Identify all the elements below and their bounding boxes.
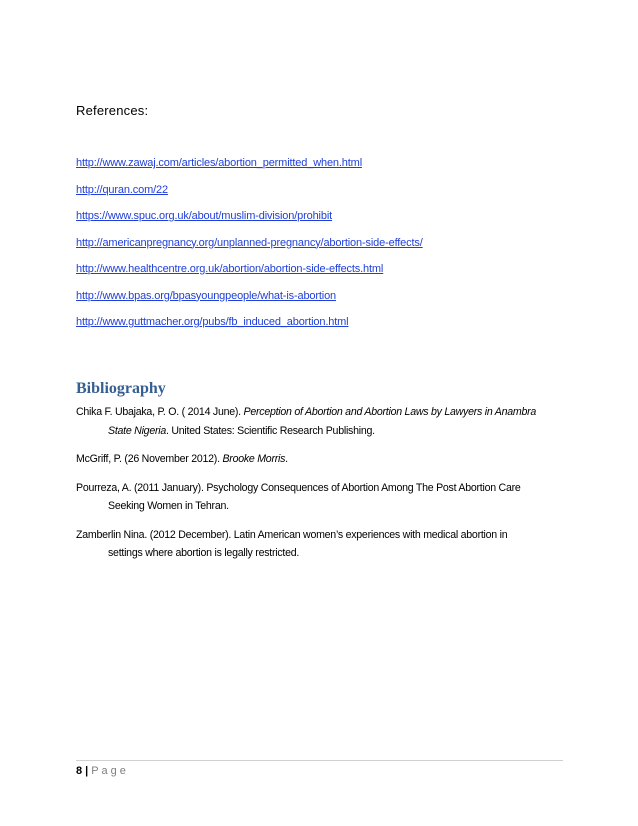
entry-continuation: Seeking Women in Tehran.	[108, 500, 229, 512]
list-item	[76, 154, 423, 181]
footer-separator: |	[85, 765, 89, 777]
reference-link[interactable]: http://www.healthcentre.org.uk/abortion/abortion-side-effects.html	[76, 263, 384, 275]
reference-link[interactable]: http://www.zawaj.com/articles/abortion_permitted_when.html	[76, 157, 362, 169]
list-item	[76, 313, 423, 340]
bibliography-entry	[76, 403, 556, 440]
entry-text: McGriff, P. (26 November 2012).	[76, 453, 223, 465]
entry-text: Chika F. Ubajaka, P. O. ( 2014 June).	[76, 406, 244, 418]
reference-link[interactable]: http://www.guttmacher.org/pubs/fb_induced_abortion.html	[76, 316, 349, 328]
entry-text: .	[285, 453, 288, 465]
entry-continuation	[76, 422, 556, 441]
list-item	[76, 207, 423, 234]
list-item	[76, 260, 423, 287]
entry-text: . United States: Scientific Research Publishing.	[166, 424, 375, 437]
list-item	[76, 181, 423, 208]
page-number: 8	[76, 765, 83, 777]
reference-link[interactable]: https://www.spuc.org.uk/about/muslim-division/prohibit	[76, 210, 333, 222]
page-footer	[76, 763, 129, 779]
list-item	[76, 287, 423, 314]
reference-link[interactable]: http://quran.com/22	[76, 183, 168, 196]
entry-text: Pourreza, A. (2011 January). Psychology Consequences of Abortion Among The Post Abortion Care	[76, 481, 521, 494]
entry-text: Zamberlin Nina. (2012 December). Latin American women’s experiences with medical abortion in	[76, 528, 508, 541]
bibliography-heading: Bibliography	[76, 380, 166, 397]
bibliography-list	[76, 403, 556, 573]
bibliography-entry	[76, 450, 556, 469]
bibliography-entry	[76, 479, 556, 516]
entry-title: Perception of Abortion and Abortion Laws by Lawyers in Anambra	[243, 406, 537, 418]
list-item	[76, 234, 423, 261]
entry-title: State Nigeria	[108, 424, 166, 437]
page-label: Page	[91, 765, 129, 777]
reference-link[interactable]: http://americanpregnancy.org/unplanned-pregnancy/abortion-side-effects/	[76, 236, 423, 249]
entry-title: Brooke Morris	[222, 453, 286, 465]
footer-divider	[76, 760, 563, 761]
reference-link-list	[76, 154, 423, 340]
bibliography-entry	[76, 526, 556, 563]
entry-continuation: settings where abortion is legally restricted.	[108, 547, 300, 559]
references-heading: References:	[76, 103, 149, 118]
reference-link[interactable]: http://www.bpas.org/bpasyoungpeople/what-is-abortion	[76, 289, 337, 302]
